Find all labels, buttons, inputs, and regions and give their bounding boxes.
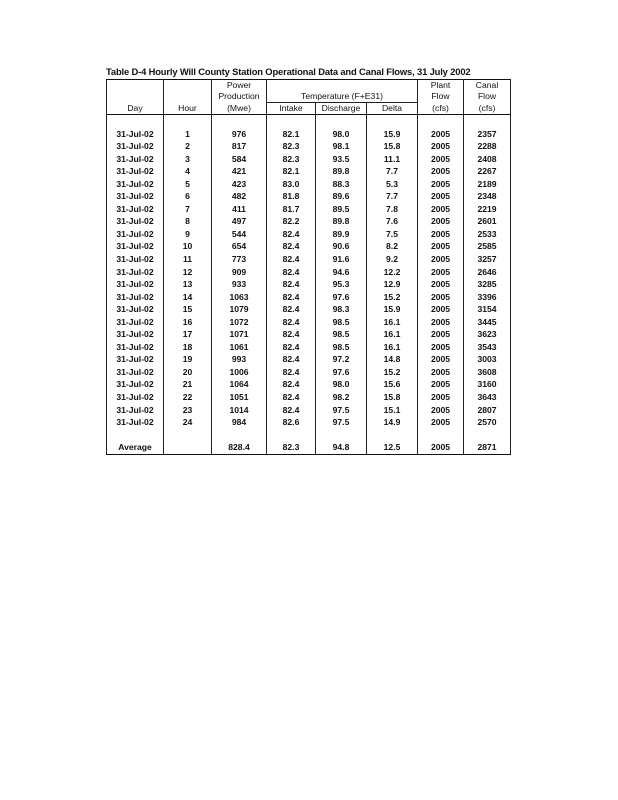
table-row: [107, 328, 511, 341]
cell-delta: 12.2: [383, 266, 401, 277]
cell-intake: 82.4: [267, 404, 316, 417]
cell-intake: 81.8: [267, 190, 316, 203]
delta-header: Delta: [367, 103, 418, 115]
cell-delta: 15.8: [383, 392, 401, 403]
table-row: [107, 404, 511, 417]
cell-hour: 18: [164, 341, 212, 354]
cell-canal-flow: 2533: [464, 228, 511, 241]
cell-canal-flow: 2219: [464, 203, 511, 216]
cell-plant-flow: 2005: [418, 404, 464, 417]
canal-header-line2: Flow: [464, 91, 511, 103]
table-row: [107, 278, 511, 291]
cell-hour: 11: [164, 253, 212, 266]
cell-delta: 15.9: [383, 128, 401, 139]
cell-power: 1014: [212, 404, 267, 417]
cell-discharge: 97.6: [316, 366, 367, 379]
plant-unit-header: (cfs): [418, 103, 464, 115]
table-row: [107, 416, 511, 429]
cell-plant-flow: 2005: [418, 341, 464, 354]
cell-discharge: 89.9: [316, 228, 367, 241]
cell-canal-flow: 2189: [464, 178, 511, 191]
canal-header-line1: Canal: [464, 80, 511, 92]
cell-plant-flow: 2005: [418, 128, 464, 141]
cell-discharge: 97.2: [316, 353, 367, 366]
cell-intake: 82.2: [267, 215, 316, 228]
cell-power: 411: [212, 203, 267, 216]
cell-canal-flow: 3257: [464, 253, 511, 266]
cell-discharge: 98.5: [316, 316, 367, 329]
cell-delta: 12.9: [383, 279, 401, 290]
cell-discharge: 97.6: [316, 291, 367, 304]
average-cell-power: 828.4: [212, 441, 267, 454]
cell-canal-flow: 3285: [464, 278, 511, 291]
cell-power: 1063: [212, 291, 267, 304]
cell-power: 1064: [212, 378, 267, 391]
cell-intake: 82.4: [267, 328, 316, 341]
temperature-header: Temperature (F+E31): [267, 91, 418, 103]
table-row: [107, 178, 511, 191]
cell-delta: 7.5: [386, 228, 398, 239]
cell-discharge: 97.5: [316, 416, 367, 429]
cell-discharge: 90.6: [316, 240, 367, 253]
cell-canal-flow: 2408: [464, 153, 511, 166]
cell-discharge: 98.0: [316, 128, 367, 141]
cell-power: 1071: [212, 328, 267, 341]
cell-hour: 13: [164, 278, 212, 291]
table-header: [107, 80, 511, 115]
table-row: [107, 266, 511, 279]
cell-discharge: 98.1: [316, 140, 367, 153]
cell-power: 1072: [212, 316, 267, 329]
average-cell-canal-flow: 2871: [464, 441, 511, 454]
cell-plant-flow: 2005: [418, 378, 464, 391]
cell-plant-flow: 2005: [418, 266, 464, 279]
cell-canal-flow: 3396: [464, 291, 511, 304]
cell-hour: 9: [164, 228, 212, 241]
intake-header: Intake: [267, 103, 316, 115]
cell-intake: 82.3: [267, 140, 316, 153]
cell-hour: 17: [164, 328, 212, 341]
plant-header-line2: Flow: [418, 91, 464, 103]
cell-day: 31-Jul-02: [107, 341, 164, 354]
cell-day: 31-Jul-02: [107, 391, 164, 404]
cell-intake: 81.7: [267, 203, 316, 216]
table-row: [107, 128, 511, 141]
cell-canal-flow: 3543: [464, 341, 511, 354]
cell-intake: 82.1: [267, 128, 316, 141]
cell-canal-flow: 3154: [464, 303, 511, 316]
cell-day: 31-Jul-02: [107, 366, 164, 379]
table-row: [107, 341, 511, 354]
cell-delta: 16.1: [383, 316, 401, 327]
cell-day: 31-Jul-02: [107, 228, 164, 241]
cell-delta: 16.1: [383, 341, 401, 352]
cell-delta: 15.8: [383, 141, 401, 152]
cell-delta: 5.3: [386, 178, 398, 189]
cell-intake: 82.4: [267, 266, 316, 279]
cell-canal-flow: 2570: [464, 416, 511, 429]
cell-plant-flow: 2005: [418, 316, 464, 329]
cell-discharge: 95.3: [316, 278, 367, 291]
cell-delta: 15.6: [383, 379, 401, 390]
cell-power: 584: [212, 153, 267, 166]
hour-header-top: [164, 80, 212, 92]
cell-canal-flow: 2348: [464, 190, 511, 203]
cell-intake: 83.0: [267, 178, 316, 191]
cell-discharge: 94.6: [316, 266, 367, 279]
hour-header: Hour: [164, 103, 212, 115]
cell-day: 31-Jul-02: [107, 328, 164, 341]
cell-delta: 14.9: [383, 417, 401, 428]
cell-discharge: 98.5: [316, 341, 367, 354]
cell-intake: 82.4: [267, 391, 316, 404]
cell-plant-flow: 2005: [418, 190, 464, 203]
cell-power: 1006: [212, 366, 267, 379]
cell-hour: 3: [164, 153, 212, 166]
cell-delta: 9.2: [386, 254, 398, 265]
table-row: [107, 165, 511, 178]
operational-data-table: [106, 79, 511, 455]
cell-canal-flow: 3003: [464, 353, 511, 366]
cell-day: 31-Jul-02: [107, 266, 164, 279]
cell-delta: 7.6: [386, 216, 398, 227]
cell-day: 31-Jul-02: [107, 178, 164, 191]
average-cell-hour: [164, 441, 212, 454]
cell-canal-flow: 2646: [464, 266, 511, 279]
cell-hour: 16: [164, 316, 212, 329]
cell-discharge: 89.8: [316, 165, 367, 178]
cell-plant-flow: 2005: [418, 366, 464, 379]
cell-hour: 5: [164, 178, 212, 191]
cell-canal-flow: 2267: [464, 165, 511, 178]
cell-day: 31-Jul-02: [107, 416, 164, 429]
temperature-header-top: [267, 80, 418, 92]
cell-delta: 7.8: [386, 203, 398, 214]
cell-delta: 16.1: [383, 329, 401, 340]
cell-plant-flow: 2005: [418, 303, 464, 316]
cell-day: 31-Jul-02: [107, 140, 164, 153]
table-row: [107, 203, 511, 216]
cell-hour: 4: [164, 165, 212, 178]
table-row: [107, 303, 511, 316]
cell-day: 31-Jul-02: [107, 278, 164, 291]
cell-day: 31-Jul-02: [107, 240, 164, 253]
cell-hour: 23: [164, 404, 212, 417]
cell-plant-flow: 2005: [418, 328, 464, 341]
cell-power: 976: [212, 128, 267, 141]
top-spacer-row: [107, 115, 511, 128]
average-cell-discharge: 94.8: [316, 441, 367, 454]
cell-day: 31-Jul-02: [107, 190, 164, 203]
power-header-line1: Power: [212, 80, 267, 92]
average-cell-intake: 82.3: [267, 441, 316, 454]
cell-plant-flow: 2005: [418, 291, 464, 304]
table-row: [107, 190, 511, 203]
cell-plant-flow: 2005: [418, 140, 464, 153]
cell-plant-flow: 2005: [418, 215, 464, 228]
cell-hour: 7: [164, 203, 212, 216]
cell-discharge: 97.5: [316, 404, 367, 417]
cell-discharge: 98.2: [316, 391, 367, 404]
cell-power: 1061: [212, 341, 267, 354]
table-row: [107, 391, 511, 404]
cell-intake: 82.4: [267, 253, 316, 266]
cell-intake: 82.4: [267, 303, 316, 316]
cell-delta: 11.1: [383, 153, 401, 164]
cell-intake: 82.4: [267, 291, 316, 304]
cell-canal-flow: 3160: [464, 378, 511, 391]
cell-plant-flow: 2005: [418, 353, 464, 366]
cell-intake: 82.4: [267, 316, 316, 329]
cell-delta: 7.7: [386, 191, 398, 202]
cell-discharge: 89.6: [316, 190, 367, 203]
cell-canal-flow: 3608: [464, 366, 511, 379]
cell-delta: 7.7: [386, 166, 398, 177]
table-row: [107, 378, 511, 391]
cell-day: 31-Jul-02: [107, 404, 164, 417]
cell-discharge: 98.3: [316, 303, 367, 316]
cell-day: 31-Jul-02: [107, 203, 164, 216]
cell-hour: 15: [164, 303, 212, 316]
cell-canal-flow: 2288: [464, 140, 511, 153]
cell-power: 421: [212, 165, 267, 178]
cell-day: 31-Jul-02: [107, 353, 164, 366]
cell-discharge: 89.8: [316, 215, 367, 228]
cell-power: 773: [212, 253, 267, 266]
cell-power: 909: [212, 266, 267, 279]
cell-delta: 15.2: [383, 291, 401, 302]
cell-plant-flow: 2005: [418, 253, 464, 266]
table-row: [107, 366, 511, 379]
cell-intake: 82.4: [267, 341, 316, 354]
cell-day: 31-Jul-02: [107, 215, 164, 228]
cell-intake: 82.4: [267, 278, 316, 291]
hour-header-mid: [164, 91, 212, 103]
table-row: [107, 140, 511, 153]
cell-hour: 21: [164, 378, 212, 391]
cell-plant-flow: 2005: [418, 391, 464, 404]
cell-power: 1079: [212, 303, 267, 316]
cell-intake: 82.4: [267, 353, 316, 366]
cell-delta: 15.9: [383, 304, 401, 315]
power-unit-header: (Mwe): [212, 103, 267, 115]
cell-canal-flow: 2357: [464, 128, 511, 141]
table-row: [107, 153, 511, 166]
cell-intake: 82.1: [267, 165, 316, 178]
table-row: [107, 353, 511, 366]
cell-hour: 10: [164, 240, 212, 253]
cell-plant-flow: 2005: [418, 153, 464, 166]
average-row: [107, 441, 511, 454]
cell-intake: 82.4: [267, 366, 316, 379]
cell-discharge: 98.0: [316, 378, 367, 391]
cell-discharge: 91.6: [316, 253, 367, 266]
cell-plant-flow: 2005: [418, 203, 464, 216]
cell-discharge: 93.5: [316, 153, 367, 166]
cell-hour: 20: [164, 366, 212, 379]
cell-intake: 82.6: [267, 416, 316, 429]
cell-delta: 8.2: [386, 241, 398, 252]
table-row: [107, 316, 511, 329]
average-cell-delta: 12.5: [367, 441, 418, 454]
table-caption: Table D-4 Hourly Will County Station Operational Data and Canal Flows, 31 July 2002: [106, 66, 471, 77]
cell-day: 31-Jul-02: [107, 303, 164, 316]
cell-day: 31-Jul-02: [107, 291, 164, 304]
cell-delta: 15.1: [383, 404, 401, 415]
cell-canal-flow: 3445: [464, 316, 511, 329]
cell-intake: 82.4: [267, 228, 316, 241]
table-body: [107, 115, 511, 455]
cell-canal-flow: 2807: [464, 404, 511, 417]
cell-day: 31-Jul-02: [107, 165, 164, 178]
canal-unit-header: (cfs): [464, 103, 511, 115]
discharge-header: Discharge: [316, 103, 367, 115]
cell-plant-flow: 2005: [418, 165, 464, 178]
cell-plant-flow: 2005: [418, 240, 464, 253]
table-row: [107, 228, 511, 241]
cell-day: 31-Jul-02: [107, 128, 164, 141]
cell-discharge: 98.5: [316, 328, 367, 341]
table-row: [107, 253, 511, 266]
cell-discharge: 89.5: [316, 203, 367, 216]
cell-hour: 24: [164, 416, 212, 429]
cell-power: 817: [212, 140, 267, 153]
cell-power: 993: [212, 353, 267, 366]
cell-power: 984: [212, 416, 267, 429]
cell-hour: 12: [164, 266, 212, 279]
cell-intake: 82.4: [267, 240, 316, 253]
cell-plant-flow: 2005: [418, 278, 464, 291]
plant-header-line1: Plant: [418, 80, 464, 92]
cell-power: 933: [212, 278, 267, 291]
cell-day: 31-Jul-02: [107, 378, 164, 391]
cell-day: 31-Jul-02: [107, 316, 164, 329]
average-spacer-row: [107, 429, 511, 442]
cell-hour: 2: [164, 140, 212, 153]
cell-hour: 6: [164, 190, 212, 203]
cell-hour: 19: [164, 353, 212, 366]
power-header-line2: Production: [212, 91, 267, 103]
average-cell-plant-flow: 2005: [418, 441, 464, 454]
cell-delta: 15.2: [383, 366, 401, 377]
table-row: [107, 240, 511, 253]
cell-power: 497: [212, 215, 267, 228]
cell-hour: 22: [164, 391, 212, 404]
cell-power: 544: [212, 228, 267, 241]
cell-power: 654: [212, 240, 267, 253]
cell-hour: 8: [164, 215, 212, 228]
cell-canal-flow: 2585: [464, 240, 511, 253]
table-row: [107, 291, 511, 304]
day-header-top: [107, 80, 164, 92]
cell-hour: 1: [164, 128, 212, 141]
cell-intake: 82.4: [267, 378, 316, 391]
cell-power: 482: [212, 190, 267, 203]
day-header-mid: [107, 91, 164, 103]
cell-discharge: 88.3: [316, 178, 367, 191]
cell-hour: 14: [164, 291, 212, 304]
cell-canal-flow: 3623: [464, 328, 511, 341]
cell-power: 423: [212, 178, 267, 191]
cell-plant-flow: 2005: [418, 228, 464, 241]
cell-canal-flow: 3643: [464, 391, 511, 404]
table-row: [107, 215, 511, 228]
cell-power: 1051: [212, 391, 267, 404]
cell-day: 31-Jul-02: [107, 253, 164, 266]
cell-intake: 82.3: [267, 153, 316, 166]
cell-plant-flow: 2005: [418, 416, 464, 429]
day-header: Day: [107, 103, 164, 115]
cell-plant-flow: 2005: [418, 178, 464, 191]
cell-delta: 14.8: [383, 354, 401, 365]
cell-canal-flow: 2601: [464, 215, 511, 228]
cell-day: 31-Jul-02: [107, 153, 164, 166]
average-cell-day: Average: [107, 441, 164, 454]
